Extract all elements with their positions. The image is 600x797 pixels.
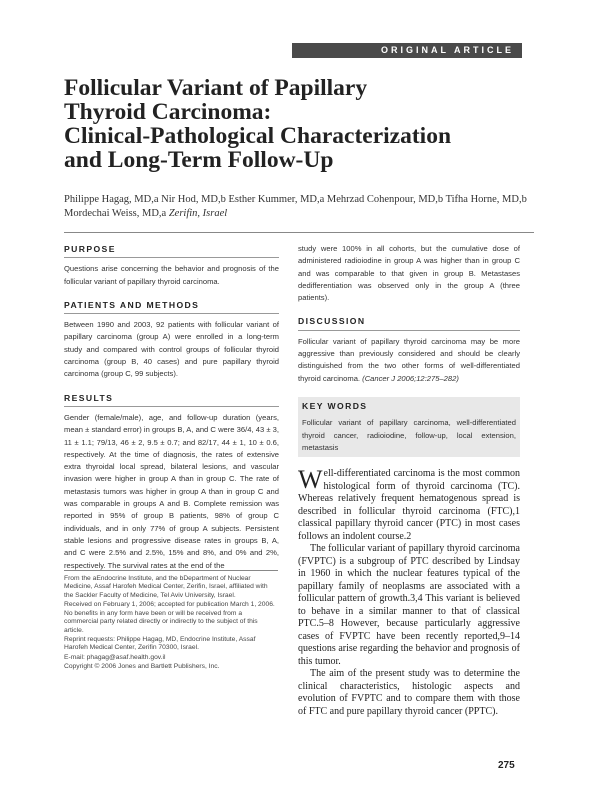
keywords-text: Follicular variant of papillary carcinoma, well-differentiated thyroid cancer, radioiodine, follow-up, local extension, metastasis [302, 418, 516, 452]
article-body [298, 465, 520, 718]
methods-heading: PATIENTS AND METHODS [64, 299, 279, 314]
title-line: Thyroid Carcinoma: [64, 99, 272, 125]
results-heading: RESULTS [64, 392, 279, 407]
methods-text: Between 1990 and 2003, 92 patients with follicular variant of papillary carcinoma (group A) were enrolled in a long-term study and compared with control groups of follicular thyroid carcinoma (group B, 40 cases) and pure papillary thyroid carcinoma (group C, 99 subjects). [64, 320, 279, 379]
body-paragraph-text: ell-differentiated carcinoma is the most common histological form of thyroid carcinoma (TC). Whereas relatively frequent hematogenous spread is described in follicular thyroid carcinoma (FTC),1 classical papillary thyroid cancer (PTC) in most cases follows an indolent course.2 [298, 468, 520, 542]
author-line [64, 207, 534, 221]
drop-cap: W [298, 465, 323, 494]
purpose-text: Questions arise concerning the behavior and prognosis of the follicular variant of papillary thyroid carcinoma. [64, 264, 279, 286]
discussion-text [298, 336, 520, 385]
body-paragraph: The aim of the present study was to determine the clinical characteristics, histologic aspects and evolution of FVPTC and to compare them with those of FTC and pure papillary thyroid cancer (PPTC). [298, 668, 520, 717]
title-line: Follicular Variant of Papillary [64, 75, 368, 101]
keywords-box [298, 397, 520, 457]
author-line: Philippe Hagag, MD,a Nir Hod, MD,b Esther Kummer, MD,a Mehrzad Cohenpour, MD,b Tifha Horne, MD,b [64, 194, 527, 205]
body-paragraph [298, 465, 520, 543]
footnote-copyright: Copyright © 2006 Jones and Bartlett Publishers, Inc. [64, 662, 220, 670]
results-text: Gender (female/male), age, and follow-up duration (years, mean ± standard error) in groups B, A, and C were 36/4, 43 ± 3, 11 ± 1.1; 79/13, 46 ± 2, 9.5 ± 0.7; and 82/17, 44 ± 1, 10 ± 0.6, respectively. At the time of diagnosis, the rates of extensive extra thyroidal local spread, bilateral lesions, and vascular invasion were higher in group A than in group C. The rate of metastasis tumors was higher in group A than in group C and was comparable in groups A and B. Complete remission was reported in 95% of group B patients, 98% of group C individuals, and in only 77% of group A subjects. Persistent stable lesions and progressive disease rates in groups B, A, and C were 2.5% and 2.5%, 15% and 8%, and 0% and 2%, respectively. The survival rates at the end of the [64, 412, 279, 570]
abstract-left-column [64, 243, 279, 572]
discussion-heading: DISCUSSION [298, 315, 520, 330]
page-number: 275 [498, 760, 515, 771]
author-names: Mordechai Weiss, MD,a [64, 208, 169, 219]
section-banner: ORIGINAL ARTICLE [292, 43, 522, 58]
footnote-affiliation: From the aEndocrine Institute, and the bDepartment of Nuclear Medicine, Assaf Harofeh Medical Center, Zerifin, Israel, affiliated with the Sackler Faculty of Medicine, Tel Aviv University, Israel. [64, 575, 268, 599]
footnote-received: Received on February 1, 2006; accepted for publication March 1, 2006. [64, 600, 275, 608]
author-location: Zerifin, Israel [168, 208, 228, 219]
footnote-disclosure: No benefits in any form have been or will be received from a commercial party related directly or indirectly to the subject of this article. [64, 610, 258, 634]
title-line: and Long-Term Follow-Up [64, 147, 334, 173]
results-text-continued: study were 100% in all cohorts, but the cumulative dose of administered radioiodine in group A was higher than in group C and was comparable to that given in group B. Metastases dedifferentiation was observed only in the group A (three patients). [298, 244, 520, 303]
footnote-reprint: Reprint requests: Philippe Hagag, MD, Endocrine Institute, Assaf Harofeh Medical Center, Zerifin 70300, Israel. [64, 636, 256, 652]
purpose-heading: PURPOSE [64, 243, 279, 258]
footnote-rule [64, 570, 278, 571]
title-line: Clinical-Pathological Characterization [64, 123, 452, 149]
discussion-citation: (Cancer J 2006;12:275–282) [362, 373, 459, 383]
footnote-email: E-mail: phagag@asaf.health.gov.il [64, 653, 166, 661]
body-paragraph: The follicular variant of papillary thyroid carcinoma (FVPTC) is a subgroup of PTC described by Lindsay in 1960 in which the nuclear features typical of the papillary family of neoplasms are associated with a follicular pattern of growth.3,4 This variant is believed to behave in a similar manner to that of classical PTC.5–8 However, because particularly aggressive cases of FVPTC have been recently reported,9–14 questions arise regarding the behavior and prognosis of this tumor. [298, 543, 520, 667]
author-list [64, 193, 534, 221]
abstract-right-column [298, 243, 520, 457]
keywords-heading: KEY WORDS [302, 400, 368, 411]
footnotes [64, 575, 278, 672]
header-rule [64, 232, 534, 233]
discussion-body: Follicular variant of papillary thyroid carcinoma may be more aggressive than previously considered and should be clearly distinguished from the two other forms of well-differentiated thyroid carcinoma. [298, 336, 520, 383]
article-title [64, 76, 534, 172]
